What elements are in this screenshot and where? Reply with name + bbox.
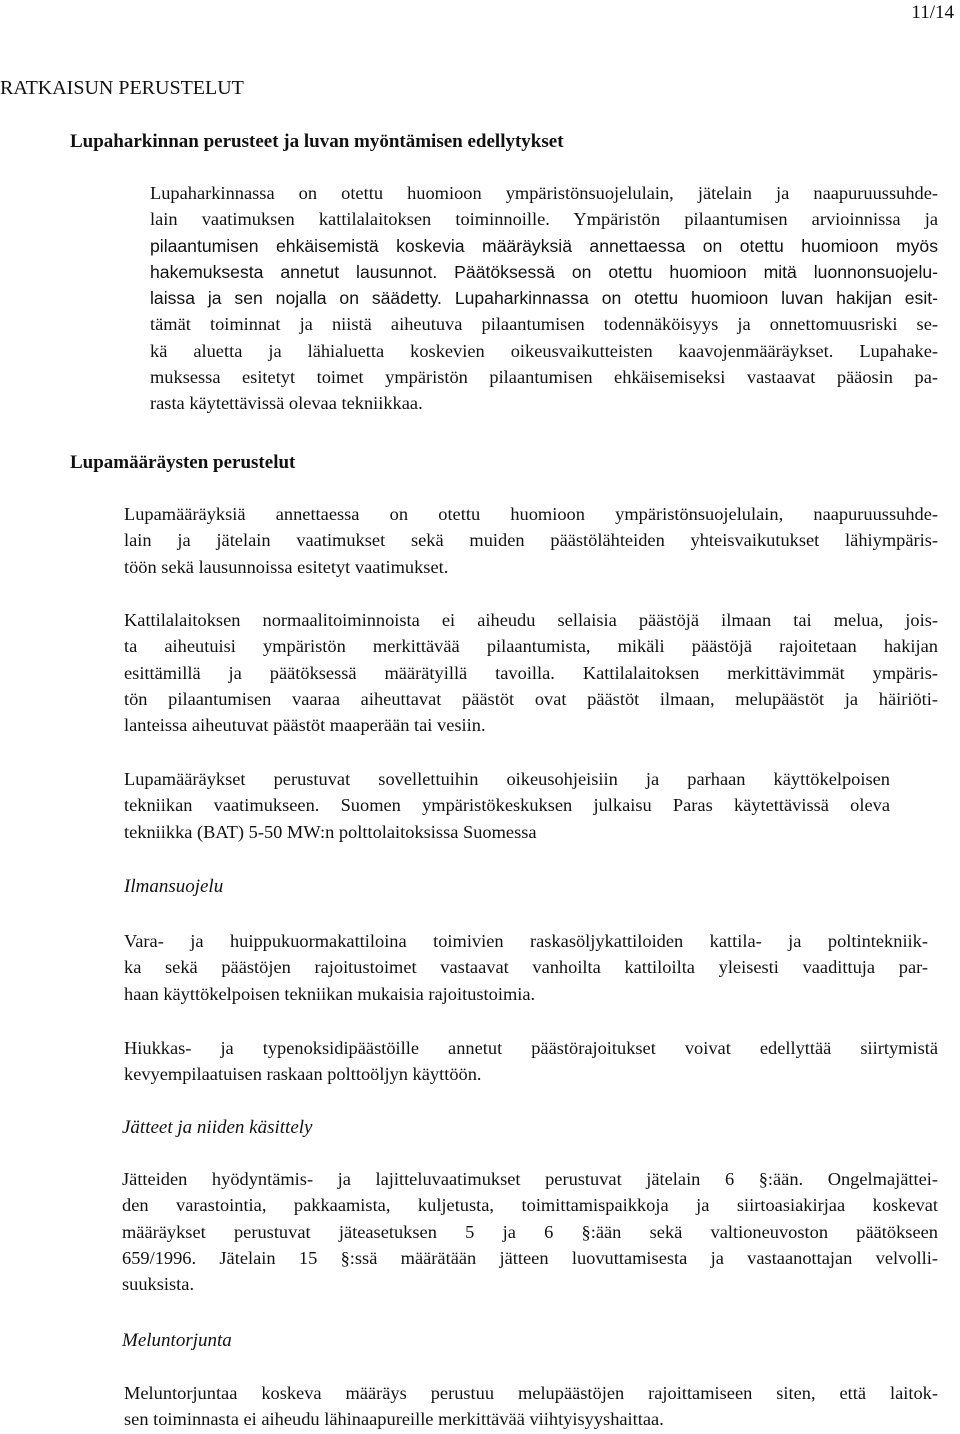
page-number: 11/14: [911, 2, 954, 23]
text-line: lanteissa aiheutuvat päästöt maaperään tai vesiin.: [124, 715, 486, 736]
text-line: kä aluetta ja lähialuetta koskevien oikeusvaikutteisten kaavojenmääräykset. Lupahake-: [150, 340, 938, 361]
paragraph-jatteet: [122, 1166, 938, 1297]
text-line: lain vaatimuksen kattilalaitoksen toiminnoille. Ympäristön pilaantumisen arvioinnissa ja: [150, 209, 938, 230]
text-line: kevyempilaatuisen raskaan polttoöljyn käyttöön.: [124, 1064, 482, 1085]
section-heading-lupamaaraykset: Lupamääräysten perustelut: [70, 452, 296, 473]
text-line: Jätteiden hyödyntämis- ja lajitteluvaatimukset perustuvat jätelain 6 §:ään. Ongelmajättei-: [122, 1169, 938, 1189]
text-line: hakemuksesta annetut lausunnot. Päätöksessä on otettu huomioon mitä luonnonsuojelu-: [150, 261, 938, 282]
paragraph-lupaharkinta: [150, 180, 938, 417]
paragraph-meluntorjunta: [124, 1380, 938, 1433]
subsection-heading-meluntorjunta: Meluntorjunta: [122, 1330, 232, 1351]
text-line: esittämillä ja päätöksessä määrätyillä tavoilla. Kattilalaitoksen merkittävimmät ympäris-: [124, 662, 938, 683]
paragraph-ilmansuojelu-2: [124, 1035, 938, 1088]
text-line: suuksista.: [122, 1274, 195, 1295]
text-line: 659/1996. Jätelain 15 §:ssä määrätään jätteen luovuttamisesta ja vastaanottajan velvolli-: [122, 1247, 938, 1268]
text-line: Kattilalaitoksen normaalitoiminnoista ei aiheudu sellaisia päästöjä ilmaan tai melua, jois-: [124, 610, 938, 630]
text-line: lain ja jätelain vaatimukset sekä muiden päästölähteiden yhteisvaikutukset lähiympäris-: [124, 530, 938, 551]
text-line: tekniikka (BAT) 5-50 MW:n polttolaitoksissa Suomessa: [124, 821, 537, 842]
text-line: Meluntorjuntaa koskeva määräys perustuu melupäästöjen rajoittamiseen siten, että laitok-: [124, 1383, 938, 1403]
text-line: töön sekä lausunnoissa esitetyt vaatimukset.: [124, 556, 449, 577]
paragraph-lupamaaraykset-3: [124, 766, 890, 845]
text-line: Lupamääräykset perustuvat sovellettuihin oikeusohjeisiin ja parhaan käyttökelpoisen: [124, 769, 890, 789]
text-line: määräykset perustuvat jäteasetuksen 5 ja 6 §:ään sekä valtioneuvoston päätökseen: [122, 1221, 938, 1242]
text-line: pilaantumisen ehkäisemistä koskevia määräyksiä annettaessa on otettu huomioon myös: [150, 235, 938, 256]
text-line: tämät toiminnat ja niistä aiheutuva pilaantumisen todennäköisyys ja onnettomuusriski se-: [150, 314, 938, 335]
section-heading-lupaharkinta: Lupaharkinnan perusteet ja luvan myöntämisen edellytykset: [70, 131, 564, 152]
text-line: Lupamääräyksiä annettaessa on otettu huomioon ympäristönsuojelulain, naapuruussuhde-: [124, 504, 938, 524]
text-line: den varastointia, pakkaamista, kuljetusta, toimittamispaikkoja ja siirtoasiakirjaa koskevat: [122, 1195, 938, 1216]
text-line: sen toiminnasta ei aiheudu lähinaapureille merkittävää viihtyisyyshaittaa.: [124, 1409, 664, 1430]
text-line: tön pilaantumisen vaaraa aiheuttavat päästöt ovat päästöt ilmaan, melupäästöt ja häiriöti-: [124, 688, 938, 709]
paragraph-ilmansuojelu-1: [124, 928, 928, 1007]
main-heading: RATKAISUN PERUSTELUT: [0, 77, 244, 99]
text-line: Lupaharkinnassa on otettu huomioon ympäristönsuojelulain, jätelain ja naapuruussuhde-: [150, 183, 938, 203]
subsection-heading-jatteet: Jätteet ja niiden käsittely: [122, 1117, 313, 1138]
text-line: laissa ja sen nojalla on säädetty. Lupaharkinnassa on otettu huomioon luvan hakijan esit-: [150, 288, 938, 309]
paragraph-lupamaaraykset-1: [124, 501, 938, 580]
text-line: muksessa esitetyt toimet ympäristön pilaantumisen ehkäisemiseksi vastaavat pääosin pa-: [150, 367, 938, 388]
text-line: ka sekä päästöjen rajoitustoimet vastaavat vanhoilta kattiloilta yleisesti vaadittuja par-: [124, 957, 928, 978]
subsection-heading-ilmansuojelu: Ilmansuojelu: [124, 876, 224, 897]
text-line: Vara- ja huippukuormakattiloina toimivien raskasöljykattiloiden kattila- ja poltintekniik-: [124, 931, 928, 951]
text-line: ta aiheutuisi ympäristön merkittävää pilaantumista, mikäli päästöjä rajoitetaan hakijan: [124, 636, 938, 657]
text-line: rasta käytettävissä olevaa tekniikkaa.: [150, 393, 423, 414]
text-line: Hiukkas- ja typenoksidipäästöille annetut päästörajoitukset voivat edellyttää siirtymistä: [124, 1038, 938, 1058]
paragraph-lupamaaraykset-2: [124, 607, 938, 738]
text-line: tekniikan vaatimukseen. Suomen ympäristökeskuksen julkaisu Paras käytettävissä oleva: [124, 795, 890, 816]
text-line: haan käyttökelpoisen tekniikan mukaisia rajoitustoimia.: [124, 983, 536, 1004]
